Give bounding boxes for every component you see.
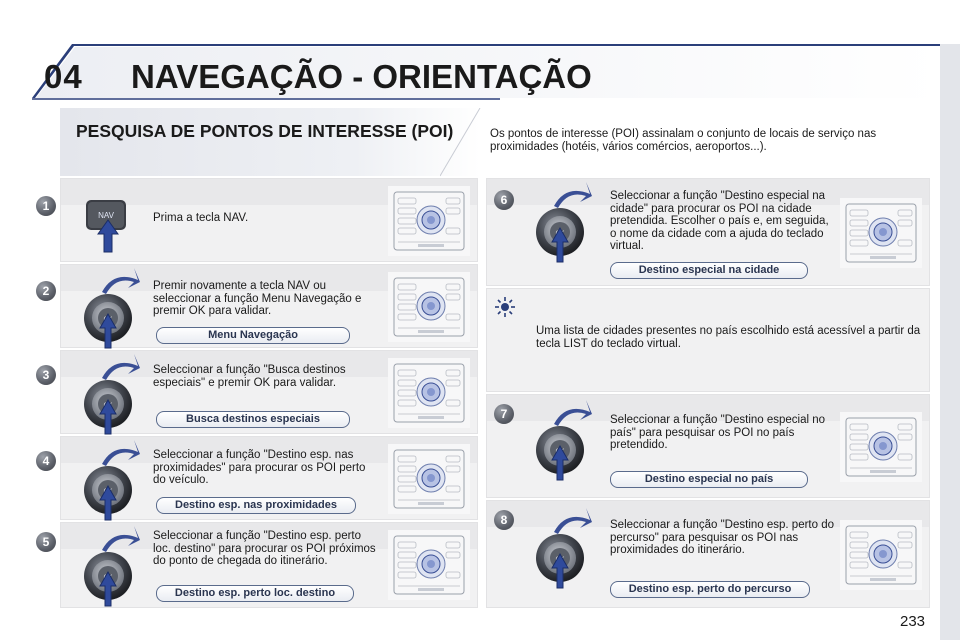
radio-panel-thumbnail — [840, 198, 922, 268]
rotary-knob-press-icon — [80, 352, 140, 441]
radio-panel-thumbnail — [388, 186, 470, 256]
step-number: 6 — [494, 190, 514, 210]
step-5-text: Seleccionar a função "Destino esp. perto loc. destino" para procurar os POI próximos do ponto de chegada do itinerário. — [153, 530, 376, 567]
menu-label: Destino especial no país — [610, 471, 808, 488]
radio-panel-thumbnail — [388, 444, 470, 514]
rotary-knob-press-icon — [532, 180, 592, 269]
chapter-number: 04 — [44, 58, 83, 95]
step-number: 4 — [36, 451, 56, 471]
page-edge-band — [940, 44, 960, 640]
rotary-knob-press-icon — [80, 438, 140, 527]
step-number: 7 — [494, 404, 514, 424]
step-number: 1 — [36, 196, 56, 216]
rotary-knob-press-icon — [532, 398, 592, 487]
step-4-text: Seleccionar a função "Destino esp. nas proximidades" para procurar os POI perto do veículo. — [153, 449, 366, 486]
step-6-text: Seleccionar a função "Destino especial na cidade" para procurar os POI na cidade pretendida. Escolher o país e, em seguida, o nome da cidade com a ajuda do teclado virtual. — [610, 190, 829, 252]
tip-text: Uma lista de cidades presentes no país escolhido está acessível a partir da tecla LIST do teclado virtual. — [536, 325, 921, 350]
intro-text: Os pontos de interesse (POI) assinalam o conjunto de locais de serviço nas proximidades (hotéis, vários comércios, aeroportos...). — [490, 128, 877, 153]
radio-panel-thumbnail — [388, 272, 470, 342]
sun-icon — [494, 296, 516, 318]
radio-panel-thumbnail — [388, 530, 470, 600]
step-number: 2 — [36, 281, 56, 301]
menu-label: Destino esp. nas proximidades — [156, 497, 356, 514]
radio-panel-thumbnail — [840, 520, 922, 590]
menu-label: Destino especial na cidade — [610, 262, 808, 279]
menu-label: Busca destinos especiais — [156, 411, 350, 428]
step-number: 5 — [36, 532, 56, 552]
step-8-text: Seleccionar a função "Destino esp. perto do percurso" para pesquisar os POI nas proximidades do itinerário. — [610, 519, 834, 556]
step-2-text: Premir novamente a tecla NAV ou seleccionar a função Menu Navegação e premir OK para validar. — [153, 280, 362, 317]
step-1-text: Prima a tecla NAV. — [153, 212, 249, 224]
page-number: 233 — [900, 613, 926, 630]
nav-key-icon — [84, 194, 132, 238]
section-header-panel — [60, 108, 480, 176]
section-title: PESQUISA DE PONTOS DE INTERESSE (POI) — [76, 121, 454, 141]
rotary-knob-press-icon — [80, 524, 140, 613]
step-number: 8 — [494, 510, 514, 530]
step-7-text: Seleccionar a função "Destino especial no país" para pesquisar os POI no país pretendido. — [610, 414, 826, 451]
rotary-knob-press-icon — [532, 506, 592, 595]
step-number: 3 — [36, 365, 56, 385]
menu-label: Menu Navegação — [156, 327, 350, 344]
menu-label: Destino esp. perto do percurso — [610, 581, 810, 598]
nav-key-label: NAV — [98, 211, 114, 220]
radio-panel-thumbnail — [388, 358, 470, 428]
step-3-text: Seleccionar a função "Busca destinos especiais" e premir OK para validar. — [153, 364, 346, 389]
radio-panel-thumbnail — [840, 412, 922, 482]
rotary-knob-press-icon — [80, 266, 140, 355]
page-title: NAVEGAÇÃO - ORIENTAÇÃO — [131, 58, 592, 95]
menu-label: Destino esp. perto loc. destino — [156, 585, 354, 602]
